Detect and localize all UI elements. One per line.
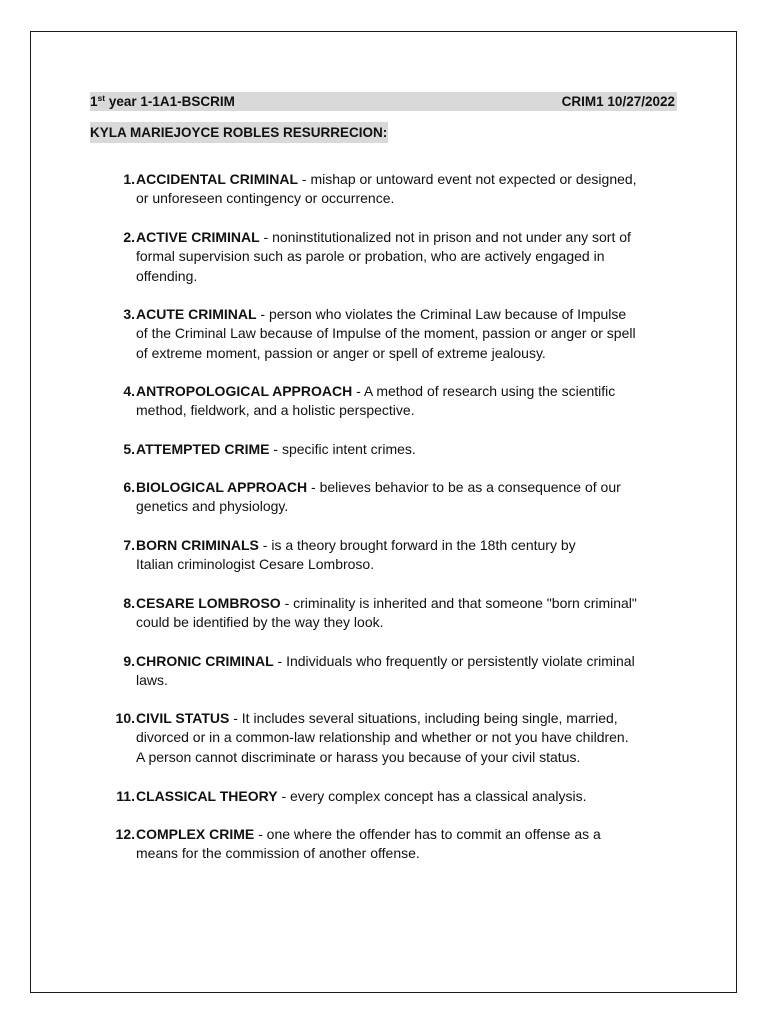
year-number: 1	[90, 94, 98, 109]
term-label: BORN CRIMINALS	[136, 537, 259, 553]
definition-line	[136, 536, 684, 555]
list-item	[104, 709, 684, 767]
definition-line	[136, 170, 684, 189]
definition-line	[136, 382, 684, 401]
definition-text: A person cannot discriminate or harass you because of your civil status.	[136, 748, 581, 765]
list-item	[104, 305, 684, 363]
definition-line	[136, 555, 684, 574]
term-label: ACCIDENTAL CRIMINAL	[136, 171, 299, 187]
term-label: ACUTE CRIMINAL	[136, 306, 257, 322]
definition-line	[136, 844, 684, 863]
list-item	[104, 478, 684, 517]
list-item	[104, 825, 684, 864]
definition-text: - one where the offender has to commit an offense as a	[254, 826, 601, 842]
term-label: CLASSICAL THEORY	[136, 788, 278, 804]
course-date-label: CRIM1 10/27/2022	[561, 94, 675, 109]
definition-text: - person who violates the Criminal Law because of Impulse	[256, 306, 627, 322]
definition-text: - noninstitutionalized not in prison and not under any sort of	[259, 229, 631, 245]
definition-line	[136, 440, 684, 459]
term-label: CESARE LOMBROSO	[136, 595, 281, 611]
definition-line	[136, 344, 684, 363]
term-label: ACTIVE CRIMINAL	[136, 229, 260, 245]
definition-text: - believes behavior to be as a consequence of our	[307, 479, 621, 495]
document-header	[90, 92, 677, 111]
definition-text: - mishap or untoward event not expected or designed,	[298, 171, 637, 187]
definition-line	[136, 401, 684, 420]
definition-line	[136, 267, 684, 286]
definition-line	[136, 728, 684, 747]
list-item-number: 9.	[123, 653, 135, 669]
definition-text: - specific intent crimes.	[269, 441, 416, 457]
year-section-label	[90, 92, 235, 111]
list-item	[104, 170, 684, 209]
definition-text: could be identified by the way they look.	[136, 614, 384, 631]
year-ordinal-suffix: st	[97, 93, 106, 103]
list-item-number: 2.	[123, 229, 135, 245]
list-item-number: 11.	[116, 788, 135, 804]
term-label: CIVIL STATUS	[136, 710, 230, 726]
year-section-text: year 1-1A1-BSCRIM	[105, 94, 235, 109]
definition-line	[136, 594, 684, 613]
definition-line	[136, 478, 684, 497]
definition-line	[136, 247, 684, 266]
list-item	[104, 652, 684, 691]
definition-line	[136, 228, 684, 247]
definition-line	[136, 748, 684, 767]
list-item	[104, 594, 684, 633]
definition-line	[136, 652, 684, 671]
definition-text: genetics and physiology.	[136, 498, 289, 515]
definition-text: or unforeseen contingency or occurrence.	[136, 190, 395, 207]
definition-line	[136, 305, 684, 324]
definition-line	[136, 709, 684, 728]
list-item	[104, 787, 684, 806]
definition-text: - A method of research using the scientific	[352, 383, 616, 399]
definition-text: formal supervision such as parole or probation, who are actively engaged in	[136, 248, 605, 265]
definition-line	[136, 324, 684, 343]
definition-line	[136, 671, 684, 690]
term-label: BIOLOGICAL APPROACH	[136, 479, 308, 495]
list-item-number: 1.	[123, 171, 135, 187]
definition-text: Italian criminologist Cesare Lombroso.	[136, 556, 375, 573]
definition-line	[136, 497, 684, 516]
definition-line	[136, 825, 684, 844]
list-item-number: 7.	[123, 537, 135, 553]
list-item-number: 8.	[123, 595, 135, 611]
definition-text: - criminality is inherited and that someone "born criminal"	[280, 595, 637, 611]
term-label: COMPLEX CRIME	[136, 826, 255, 842]
list-item-number: 3.	[123, 306, 135, 322]
definition-text: - is a theory brought forward in the 18th century by	[258, 537, 576, 553]
definition-text: of extreme moment, passion or anger or spell of extreme jealousy.	[136, 344, 546, 361]
list-item-number: 4.	[123, 383, 135, 399]
definition-line	[136, 189, 684, 208]
definition-line	[136, 787, 684, 806]
definition-text: method, fieldwork, and a holistic perspective.	[136, 402, 415, 419]
definition-text: - every complex concept has a classical analysis.	[277, 788, 587, 804]
definition-line	[136, 613, 684, 632]
list-item-number: 5.	[123, 441, 135, 457]
definition-text: of the Criminal Law because of Impulse of the moment, passion or anger or spell	[136, 325, 636, 342]
definition-text: - It includes several situations, including being single, married,	[229, 710, 618, 726]
term-label: ANTROPOLOGICAL APPROACH	[136, 383, 353, 399]
list-item	[104, 382, 684, 421]
list-item-number: 12.	[115, 826, 135, 842]
list-item-number: 6.	[123, 479, 135, 495]
definition-text: means for the commission of another offense.	[136, 845, 420, 862]
list-item-number: 10.	[115, 710, 135, 726]
list-item	[104, 536, 684, 575]
definition-text: divorced or in a common-law relationship and whether or not you have children.	[136, 729, 629, 746]
student-name: KYLA MARIEJOYCE ROBLES RESURRECION:	[90, 122, 388, 143]
term-label: CHRONIC CRIMINAL	[136, 653, 274, 669]
definition-text: laws.	[136, 672, 168, 689]
list-item	[104, 440, 684, 459]
definition-text: - Individuals who frequently or persistently violate criminal	[273, 653, 635, 669]
definition-text: offending.	[136, 267, 198, 284]
list-item	[104, 228, 684, 286]
term-label: ATTEMPTED CRIME	[136, 441, 270, 457]
